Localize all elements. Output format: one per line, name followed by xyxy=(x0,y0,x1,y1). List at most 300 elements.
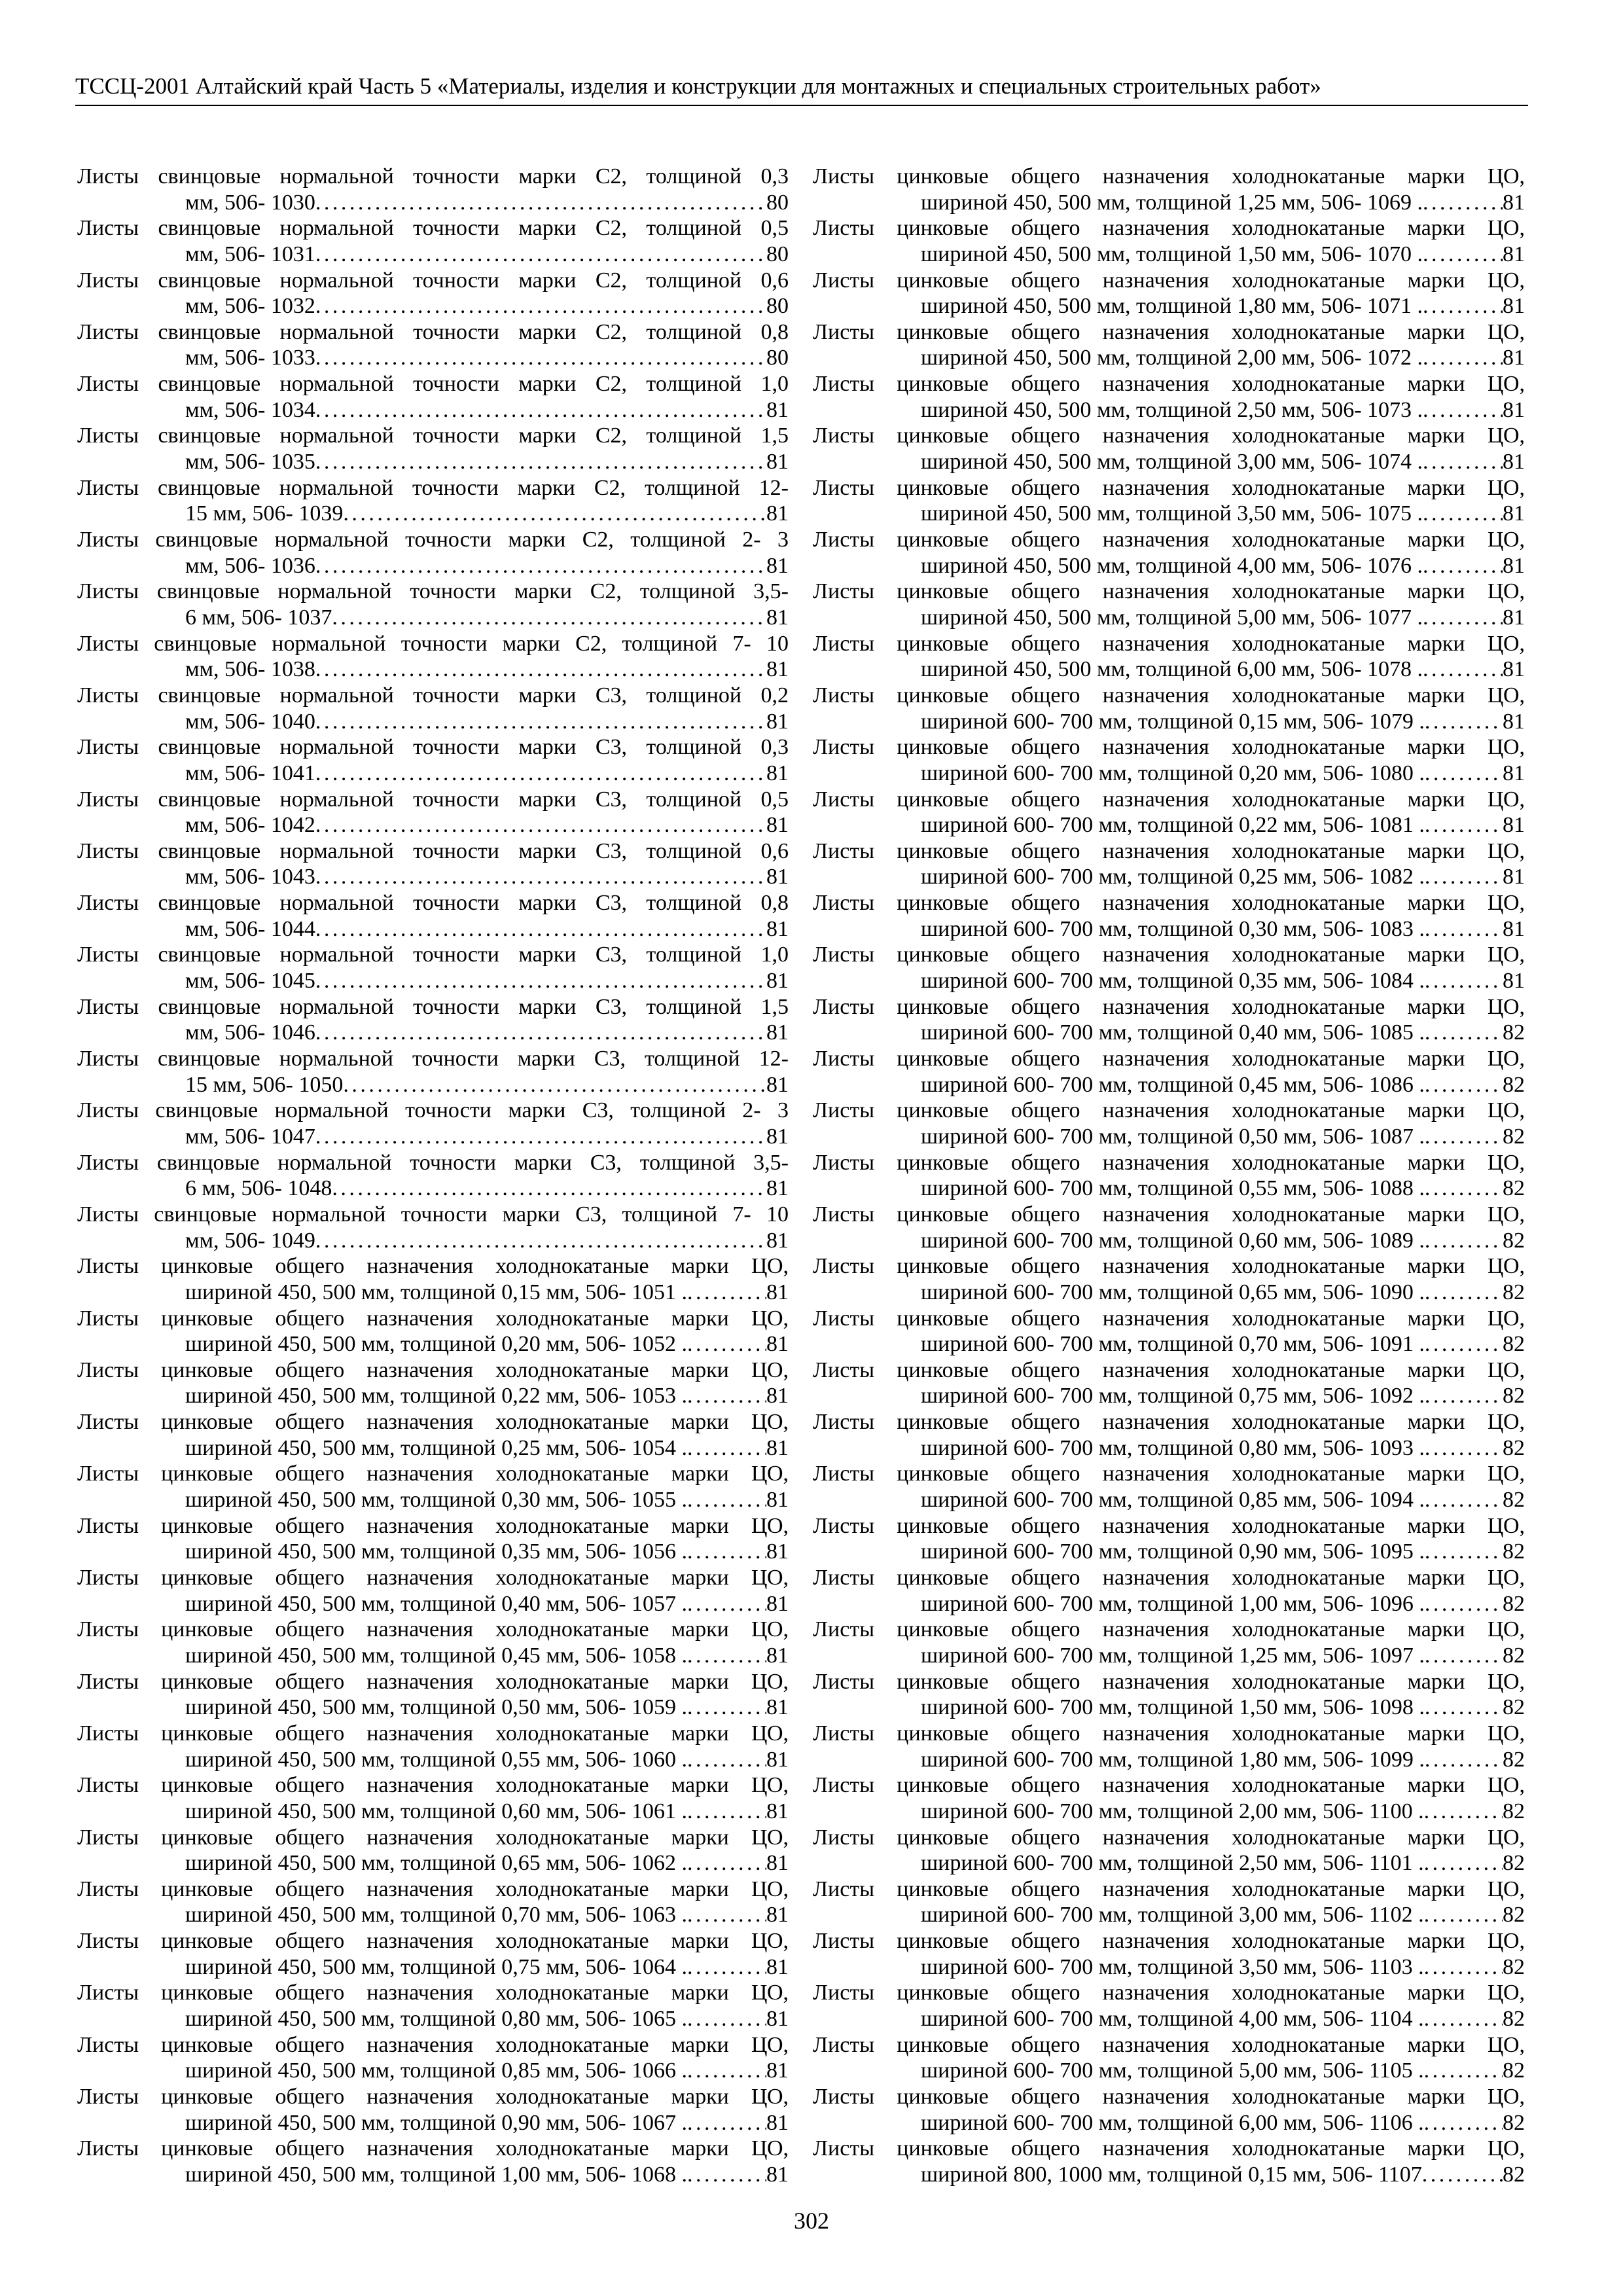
entry-page-ref: 81 xyxy=(766,1954,789,1979)
entry-title: Листы свинцовые нормальной точности марки С3, толщиной 7- 10 xyxy=(77,1202,789,1227)
entry-title: Листы цинковые общего назначения холоднокатаные марки ЦО, xyxy=(813,1617,1525,1642)
entry-code: шириной 450, 500 мм, толщиной 4,00 мм, 506- 1076 . xyxy=(921,553,1423,578)
entry-page-ref: 81 xyxy=(1503,553,1525,578)
entry-page-ref: 81 xyxy=(1503,709,1525,734)
index-entry xyxy=(77,734,789,786)
entry-page-ref: 80 xyxy=(766,190,789,215)
entry-continuation xyxy=(77,1383,789,1409)
dot-leader xyxy=(687,1954,766,1981)
entry-page-ref: 81 xyxy=(766,553,789,578)
entry-continuation xyxy=(813,916,1525,942)
dot-leader xyxy=(1425,1228,1503,1254)
entry-continuation xyxy=(77,1331,789,1357)
entry-continuation xyxy=(77,1539,789,1565)
entry-title: Листы цинковые общего назначения холоднокатаные марки ЦО, xyxy=(813,1566,1525,1590)
entry-title: Листы цинковые общего назначения холоднокатаные марки ЦО, xyxy=(813,942,1525,967)
entry-title: Листы цинковые общего назначения холоднокатаные марки ЦО, xyxy=(813,787,1525,812)
dot-leader xyxy=(1425,1643,1503,1669)
entry-page-ref: 81 xyxy=(766,1280,789,1304)
entry-page-ref: 82 xyxy=(1503,1020,1525,1045)
index-entry xyxy=(77,838,789,890)
entry-continuation xyxy=(77,1643,789,1669)
entry-title: Листы цинковые общего назначения холоднокатаные марки ЦО, xyxy=(813,423,1525,448)
entry-title: Листы свинцовые нормальной точности марки С2, толщиной 1,5 xyxy=(77,423,789,448)
entry-title: Листы цинковые общего назначения холоднокатаные марки ЦО, xyxy=(813,1306,1525,1331)
entry-page-ref: 82 xyxy=(1503,1384,1525,1408)
entry-title: Листы цинковые общего назначения холоднокатаные марки ЦО, xyxy=(77,1929,789,1954)
index-entry xyxy=(77,1721,789,1772)
entry-title: Листы свинцовые нормальной точности марки С2, толщиной 0,5 xyxy=(77,216,789,241)
entry-continuation xyxy=(813,2058,1525,2084)
dot-leader xyxy=(1424,1799,1503,1825)
entry-title: Листы цинковые общего назначения холоднокатаные марки ЦО, xyxy=(813,1410,1525,1435)
dot-leader xyxy=(1425,864,1503,890)
entry-code: шириной 450, 500 мм, толщиной 0,22 мм, 506- 1053 . xyxy=(185,1384,688,1408)
entry-continuation xyxy=(813,1487,1525,1513)
index-entry xyxy=(813,475,1525,527)
index-entry xyxy=(813,1669,1525,1721)
entry-code: шириной 450, 500 мм, толщиной 2,00 мм, 506- 1072 . xyxy=(921,346,1423,370)
entry-title: Листы свинцовые нормальной точности марки С3, толщиной 0,6 xyxy=(77,838,789,863)
dot-leader xyxy=(1425,1280,1503,1306)
dot-leader xyxy=(343,1072,766,1098)
entry-code: шириной 450, 500 мм, толщиной 0,30 мм, 506- 1055 . xyxy=(185,1488,688,1513)
entry-title: Листы свинцовые нормальной точности марки С2, толщиной 7- 10 xyxy=(77,631,789,656)
dot-leader xyxy=(1425,1124,1503,1150)
dot-leader xyxy=(1425,1747,1503,1773)
dot-leader xyxy=(315,968,766,994)
entry-continuation xyxy=(813,1228,1525,1254)
entry-page-ref: 81 xyxy=(1503,969,1525,994)
dot-leader xyxy=(687,2110,766,2136)
entry-code: мм, 506- 1045 xyxy=(185,969,315,994)
entry-continuation xyxy=(813,1850,1525,1876)
index-entry xyxy=(77,1202,789,1253)
index-entry xyxy=(77,371,789,423)
entry-code: шириной 450, 500 мм, толщиной 0,65 мм, 506- 1062 . xyxy=(185,1851,688,1876)
index-entry xyxy=(77,319,789,371)
entry-code: шириной 600- 700 мм, толщиной 1,50 мм, 506- 1098 . xyxy=(921,1695,1425,1720)
dot-leader xyxy=(332,605,766,631)
entry-page-ref: 82 xyxy=(1503,2162,1525,2187)
index-entry xyxy=(813,1825,1525,1876)
entry-code: шириной 450, 500 мм, толщиной 0,45 мм, 506- 1058 . xyxy=(185,1643,688,1668)
index-entry xyxy=(813,1253,1525,1305)
entry-code: шириной 600- 700 мм, толщиной 4,00 мм, 506- 1104 . xyxy=(921,2006,1424,2031)
dot-leader xyxy=(687,2162,766,2188)
entry-continuation xyxy=(813,1643,1525,1669)
entry-code: шириной 450, 500 мм, толщиной 0,70 мм, 506- 1063 . xyxy=(185,1903,688,1928)
entry-code: шириной 600- 700 мм, толщиной 3,50 мм, 506- 1103 . xyxy=(921,1954,1424,1979)
index-entry xyxy=(813,1202,1525,1253)
index-entry xyxy=(813,890,1525,942)
dot-leader xyxy=(687,1383,766,1409)
entry-title: Листы цинковые общего назначения холоднокатаные марки ЦО, xyxy=(813,475,1525,500)
entry-page-ref: 82 xyxy=(1503,1799,1525,1823)
entry-continuation xyxy=(77,2162,789,2188)
dot-leader xyxy=(687,1331,766,1357)
entry-page-ref: 81 xyxy=(766,916,789,941)
dot-leader xyxy=(1425,1435,1503,1462)
dot-leader xyxy=(1424,2110,1503,2136)
entry-page-ref: 81 xyxy=(1503,346,1525,370)
entry-title: Листы цинковые общего назначения холоднокатаные марки ЦО, xyxy=(77,1773,789,1798)
entry-code: мм, 506- 1042 xyxy=(185,813,315,838)
entry-title: Листы свинцовые нормальной точности марки С3, толщиной 2- 3 xyxy=(77,1098,789,1123)
index-entry xyxy=(77,527,789,579)
entry-continuation xyxy=(77,1228,789,1254)
entry-code: шириной 600- 700 мм, толщиной 0,55 мм, 506- 1088 . xyxy=(921,1176,1425,1201)
entry-code: шириной 600- 700 мм, толщиной 0,70 мм, 506- 1091 . xyxy=(921,1332,1425,1357)
entry-title: Листы свинцовые нормальной точности марки С3, толщиной 3,5- xyxy=(77,1150,789,1175)
dot-leader xyxy=(315,345,766,371)
entry-title: Листы цинковые общего назначения холоднокатаные марки ЦО, xyxy=(77,1617,789,1642)
entry-page-ref: 81 xyxy=(766,605,789,630)
entry-continuation xyxy=(77,449,789,475)
entry-page-ref: 81 xyxy=(1503,761,1525,785)
entry-continuation xyxy=(813,1124,1525,1150)
entry-continuation xyxy=(77,2006,789,2032)
index-entry xyxy=(77,1461,789,1513)
entry-title: Листы цинковые общего назначения холоднокатаные марки ЦО, xyxy=(813,1876,1525,1901)
index-entry xyxy=(77,1928,789,1980)
entry-page-ref: 81 xyxy=(1503,501,1525,526)
entry-page-ref: 82 xyxy=(1503,2006,1525,2031)
entry-continuation xyxy=(77,1175,789,1202)
entry-code: шириной 600- 700 мм, толщиной 0,15 мм, 506- 1079 . xyxy=(921,709,1425,734)
entry-continuation xyxy=(813,501,1525,527)
entry-page-ref: 80 xyxy=(766,242,789,266)
entry-continuation xyxy=(813,864,1525,890)
entry-continuation xyxy=(77,1954,789,1981)
entry-continuation xyxy=(813,1175,1525,1202)
entry-page-ref: 81 xyxy=(1503,605,1525,630)
entry-code: шириной 450, 500 мм, толщиной 0,50 мм, 506- 1059 . xyxy=(185,1695,688,1720)
index-entry xyxy=(77,1409,789,1461)
entry-continuation xyxy=(813,1435,1525,1462)
entry-title: Листы цинковые общего назначения холоднокатаные марки ЦО, xyxy=(77,2136,789,2161)
entry-code: мм, 506- 1041 xyxy=(185,761,315,785)
index-entry xyxy=(77,1306,789,1357)
entry-page-ref: 81 xyxy=(766,657,789,682)
index-entry xyxy=(813,579,1525,630)
dot-leader xyxy=(315,397,766,423)
entry-title: Листы цинковые общего назначения холоднокатаные марки ЦО, xyxy=(813,1981,1525,2005)
entry-page-ref: 81 xyxy=(766,709,789,734)
entry-continuation xyxy=(77,812,789,838)
entry-code: шириной 600- 700 мм, толщиной 6,00 мм, 506- 1106 . xyxy=(921,2110,1424,2135)
entry-code: шириной 450, 500 мм, толщиной 0,20 мм, 506- 1052 . xyxy=(185,1332,688,1357)
index-entry xyxy=(77,1825,789,1876)
entry-continuation xyxy=(77,1902,789,1928)
entry-continuation xyxy=(813,190,1525,216)
entry-title: Листы цинковые общего назначения холоднокатаные марки ЦО, xyxy=(813,2032,1525,2057)
index-entry xyxy=(813,683,1525,734)
entry-continuation xyxy=(813,1383,1525,1409)
index-entry xyxy=(77,2084,789,2136)
entry-page-ref: 81 xyxy=(766,2162,789,2187)
index-entry xyxy=(813,1772,1525,1824)
index-entry xyxy=(813,631,1525,683)
entry-page-ref: 81 xyxy=(766,397,789,422)
dot-leader xyxy=(315,709,766,735)
entry-continuation xyxy=(77,761,789,787)
entry-page-ref: 81 xyxy=(766,1072,789,1097)
entry-continuation xyxy=(813,1072,1525,1098)
entry-page-ref: 82 xyxy=(1503,1903,1525,1928)
entry-code: 6 мм, 506- 1048 xyxy=(185,1176,332,1201)
dot-leader xyxy=(1423,656,1503,683)
index-entry xyxy=(813,1409,1525,1461)
entry-title: Листы свинцовые нормальной точности марки С2, толщиной 0,6 xyxy=(77,268,789,293)
entry-continuation xyxy=(813,1695,1525,1721)
entry-code: мм, 506- 1036 xyxy=(185,553,315,578)
index-entry xyxy=(77,890,789,942)
entry-continuation xyxy=(77,1072,789,1098)
dot-leader xyxy=(1423,190,1503,216)
entry-code: шириной 450, 500 мм, толщиной 5,00 мм, 506- 1077 . xyxy=(921,605,1423,630)
index-column-right xyxy=(813,164,1525,2188)
entry-continuation xyxy=(813,345,1525,371)
entry-page-ref: 81 xyxy=(766,1799,789,1823)
index-entry xyxy=(813,319,1525,371)
entry-continuation xyxy=(77,1695,789,1721)
dot-leader xyxy=(1425,1072,1503,1098)
entry-title: Листы свинцовые нормальной точности марки С3, толщиной 12- xyxy=(77,1047,789,1071)
entry-title: Листы цинковые общего назначения холоднокатаные марки ЦО, xyxy=(77,1981,789,2005)
entry-continuation xyxy=(813,1902,1525,1928)
dot-leader xyxy=(315,190,766,216)
entry-code: шириной 600- 700 мм, толщиной 1,25 мм, 506- 1097 . xyxy=(921,1643,1425,1668)
entry-continuation xyxy=(813,761,1525,787)
entry-page-ref: 81 xyxy=(766,1435,789,1460)
entry-code: мм, 506- 1033 xyxy=(185,346,315,370)
entry-continuation xyxy=(813,293,1525,319)
dot-leader xyxy=(1425,968,1503,994)
index-entry xyxy=(813,268,1525,319)
index-entry xyxy=(813,215,1525,267)
entry-title: Листы свинцовые нормальной точности марки С2, толщиной 0,3 xyxy=(77,164,789,188)
entry-page-ref: 82 xyxy=(1503,1176,1525,1201)
entry-continuation xyxy=(77,553,789,579)
entry-page-ref: 81 xyxy=(766,865,789,889)
index-entry xyxy=(77,1876,789,1928)
entry-continuation xyxy=(813,2162,1525,2188)
entry-page-ref: 81 xyxy=(766,1539,789,1564)
entry-title: Листы цинковые общего назначения холоднокатаные марки ЦО, xyxy=(813,1150,1525,1175)
entry-page-ref: 80 xyxy=(766,294,789,319)
dot-leader xyxy=(687,2058,766,2084)
dot-leader xyxy=(687,1747,766,1773)
entry-title: Листы цинковые общего назначения холоднокатаные марки ЦО, xyxy=(77,1825,789,1850)
entry-page-ref: 81 xyxy=(766,1851,789,1876)
entry-code: мм, 506- 1030 xyxy=(185,190,315,215)
index-entry xyxy=(813,734,1525,786)
entry-page-ref: 81 xyxy=(766,1695,789,1720)
entry-continuation xyxy=(813,656,1525,683)
entry-title: Листы цинковые общего назначения холоднокатаные марки ЦО, xyxy=(813,994,1525,1019)
entry-title: Листы цинковые общего назначения холоднокатаные марки ЦО, xyxy=(813,372,1525,397)
index-entry xyxy=(813,423,1525,475)
entry-title: Листы цинковые общего назначения холоднокатаные марки ЦО, xyxy=(77,2032,789,2057)
entry-code: шириной 600- 700 мм, толщиной 0,40 мм, 506- 1085 . xyxy=(921,1020,1425,1045)
entry-page-ref: 81 xyxy=(766,1228,789,1253)
entry-continuation xyxy=(77,293,789,319)
entry-continuation xyxy=(813,812,1525,838)
index-entry xyxy=(813,942,1525,994)
dot-leader xyxy=(1425,1383,1503,1409)
index-entry xyxy=(813,1565,1525,1617)
index-entry xyxy=(813,1513,1525,1565)
entry-title: Листы цинковые общего назначения холоднокатаные марки ЦО, xyxy=(813,891,1525,916)
entry-title: Листы цинковые общего назначения холоднокатаные марки ЦО, xyxy=(77,1513,789,1538)
entry-page-ref: 82 xyxy=(1503,1228,1525,1253)
index-entry xyxy=(77,942,789,994)
index-entry xyxy=(77,1565,789,1617)
dot-leader xyxy=(687,1435,766,1462)
entry-code: шириной 600- 700 мм, толщиной 0,65 мм, 506- 1090 . xyxy=(921,1280,1425,1304)
index-entry xyxy=(813,371,1525,423)
entry-title: Листы цинковые общего назначения холоднокатаные марки ЦО, xyxy=(813,216,1525,241)
dot-leader xyxy=(1423,553,1503,579)
entry-title: Листы цинковые общего назначения холоднокатаные марки ЦО, xyxy=(813,838,1525,863)
index-entry xyxy=(813,1928,1525,1980)
entry-code: шириной 600- 700 мм, толщиной 0,75 мм, 506- 1092 . xyxy=(921,1384,1425,1408)
entry-title: Листы цинковые общего назначения холоднокатаные марки ЦО, xyxy=(813,1098,1525,1123)
entry-title: Листы цинковые общего назначения холоднокатаные марки ЦО, xyxy=(77,1357,789,1382)
entry-continuation xyxy=(77,1799,789,1825)
entry-code: шириной 450, 500 мм, толщиной 0,40 мм, 506- 1057 . xyxy=(185,1591,688,1616)
entry-title: Листы цинковые общего назначения холоднокатаные марки ЦО, xyxy=(77,1306,789,1331)
entry-title: Листы цинковые общего назначения холоднокатаные марки ЦО, xyxy=(813,683,1525,708)
entry-continuation xyxy=(813,968,1525,994)
entry-code: мм, 506- 1035 xyxy=(185,450,315,475)
entry-title: Листы свинцовые нормальной точности марки С2, толщиной 12- xyxy=(77,475,789,500)
entry-code: мм, 506- 1032 xyxy=(185,294,315,319)
entry-continuation xyxy=(77,190,789,216)
entry-page-ref: 82 xyxy=(1503,1695,1525,1720)
dot-leader xyxy=(1423,293,1503,319)
entry-page-ref: 81 xyxy=(1503,916,1525,941)
dot-leader xyxy=(343,501,766,527)
index-entry xyxy=(77,579,789,630)
entry-code: шириной 450, 500 мм, толщиной 0,90 мм, 506- 1067 . xyxy=(185,2110,688,2135)
entry-continuation xyxy=(813,1331,1525,1357)
index-entry xyxy=(813,1046,1525,1098)
dot-leader xyxy=(1423,345,1503,371)
entry-page-ref: 81 xyxy=(766,1488,789,1513)
entry-title: Листы цинковые общего назначения холоднокатаные марки ЦО, xyxy=(77,1410,789,1435)
entry-title: Листы свинцовые нормальной точности марки С2, толщиной 0,8 xyxy=(77,319,789,344)
dot-leader xyxy=(315,761,766,787)
dot-leader xyxy=(687,1850,766,1876)
entry-page-ref: 81 xyxy=(766,1124,789,1149)
entry-code: шириной 450, 500 мм, толщиной 0,60 мм, 506- 1061 . xyxy=(185,1799,688,1823)
index-entry xyxy=(813,1306,1525,1357)
entry-code: шириной 600- 700 мм, толщиной 0,45 мм, 506- 1086 . xyxy=(921,1072,1425,1097)
entry-title: Листы цинковые общего назначения холоднокатаные марки ЦО, xyxy=(813,1929,1525,1954)
index-entry xyxy=(813,2084,1525,2136)
entry-code: шириной 600- 700 мм, толщиной 2,00 мм, 506- 1100 . xyxy=(921,1799,1424,1823)
entry-page-ref: 82 xyxy=(1503,1851,1525,1876)
entry-page-ref: 81 xyxy=(766,1643,789,1668)
entry-continuation xyxy=(813,1539,1525,1565)
entry-page-ref: 80 xyxy=(766,346,789,370)
entry-continuation xyxy=(77,345,789,371)
entry-page-ref: 81 xyxy=(766,1176,789,1201)
index-entry xyxy=(77,1772,789,1824)
entry-page-ref: 81 xyxy=(1503,450,1525,475)
index-entry xyxy=(77,1617,789,1668)
index-entry xyxy=(813,1098,1525,1149)
entry-title: Листы цинковые общего назначения холоднокатаные марки ЦО, xyxy=(813,1462,1525,1486)
entry-code: шириной 450, 500 мм, толщиной 6,00 мм, 506- 1078 . xyxy=(921,657,1423,682)
entry-page-ref: 81 xyxy=(1503,242,1525,266)
entry-continuation xyxy=(77,1487,789,1513)
entry-continuation xyxy=(77,605,789,631)
entry-title: Листы цинковые общего назначения холоднокатаные марки ЦО, xyxy=(77,1876,789,1901)
index-entry xyxy=(77,268,789,319)
entry-continuation xyxy=(77,2058,789,2084)
index-entry xyxy=(77,1357,789,1409)
dot-leader xyxy=(315,553,766,579)
entry-page-ref: 81 xyxy=(766,1020,789,1045)
entry-page-ref: 81 xyxy=(1503,813,1525,838)
entry-page-ref: 82 xyxy=(1503,1643,1525,1668)
entry-continuation xyxy=(813,1954,1525,1981)
dot-leader xyxy=(1425,1539,1503,1565)
entry-continuation xyxy=(813,2006,1525,2032)
index-entry xyxy=(77,631,789,683)
entry-title: Листы цинковые общего назначения холоднокатаные марки ЦО, xyxy=(813,1357,1525,1382)
dot-leader xyxy=(1423,449,1503,475)
entry-code: шириной 450, 500 мм, толщиной 1,00 мм, 506- 1068 . xyxy=(185,2162,688,2187)
entry-title: Листы свинцовые нормальной точности марки С3, толщиной 0,5 xyxy=(77,787,789,812)
entry-code: шириной 600- 700 мм, толщиной 3,00 мм, 506- 1102 . xyxy=(921,1903,1424,1928)
entry-code: шириной 600- 700 мм, толщиной 0,60 мм, 506- 1089 . xyxy=(921,1228,1425,1253)
index-entry xyxy=(813,527,1525,579)
dot-leader xyxy=(315,1228,766,1254)
dot-leader xyxy=(332,1175,766,1202)
entry-page-ref: 81 xyxy=(1503,865,1525,889)
entry-page-ref: 81 xyxy=(766,761,789,785)
dot-leader xyxy=(315,864,766,890)
entry-title: Листы свинцовые нормальной точности марки С3, толщиной 0,3 xyxy=(77,735,789,760)
entry-page-ref: 82 xyxy=(1503,2110,1525,2135)
entry-continuation xyxy=(813,2110,1525,2136)
entry-page-ref: 82 xyxy=(1503,1124,1525,1149)
index-entry xyxy=(77,994,789,1046)
index-entry xyxy=(813,1357,1525,1409)
entry-page-ref: 82 xyxy=(1503,1488,1525,1513)
entry-code: шириной 600- 700 мм, толщиной 0,50 мм, 506- 1087 . xyxy=(921,1124,1425,1149)
entry-code: мм, 506- 1040 xyxy=(185,709,315,734)
dot-leader xyxy=(1425,761,1503,787)
dot-leader xyxy=(1425,709,1503,735)
entry-page-ref: 82 xyxy=(1503,2058,1525,2083)
entry-code: мм, 506- 1038 xyxy=(185,657,315,682)
entry-continuation xyxy=(77,656,789,683)
dot-leader xyxy=(315,242,766,268)
entry-code: шириной 450, 500 мм, толщиной 1,25 мм, 506- 1069 . xyxy=(921,190,1423,215)
entry-title: Листы свинцовые нормальной точности марки С3, толщиной 1,5 xyxy=(77,994,789,1019)
entry-title: Листы цинковые общего назначения холоднокатаные марки ЦО, xyxy=(813,319,1525,344)
dot-leader xyxy=(315,916,766,942)
entry-continuation xyxy=(813,242,1525,268)
entry-continuation xyxy=(813,1280,1525,1306)
entry-code: мм, 506- 1044 xyxy=(185,916,315,941)
index-entry xyxy=(77,1669,789,1721)
